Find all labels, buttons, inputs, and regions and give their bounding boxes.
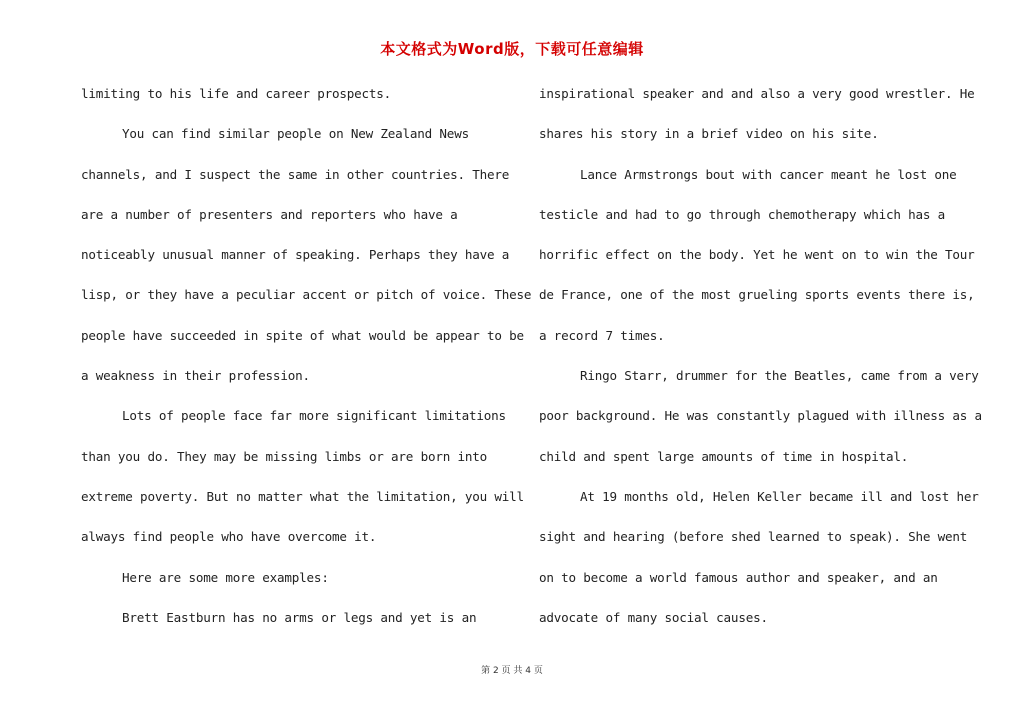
text-line: Ringo Starr, drummer for the Beatles, came from a very	[580, 368, 979, 384]
text-line: noticeably unusual manner of speaking. Perhaps they have a	[81, 247, 510, 263]
text-line: Lots of people face far more significant limitations	[122, 408, 506, 424]
text-line: than you do. They may be missing limbs or are born into	[81, 448, 488, 464]
text-line: inspirational speaker and and also a very good wrestler. He	[539, 86, 975, 101]
text-line: child and spent large amounts of time in hospital.	[539, 448, 909, 464]
text-line: de France, one of the most grueling sports events there is,	[539, 287, 975, 303]
text-line: You can find similar people on New Zealand News	[122, 126, 469, 142]
page-number-footer: 第 2 页 共 4 页	[481, 666, 543, 676]
text-line: poor background. He was constantly plagued with illness as a	[539, 408, 982, 424]
text-line: At 19 months old, Helen Keller became ill and lost her	[580, 488, 979, 504]
text-line: advocate of many social causes.	[539, 609, 768, 625]
text-line: extreme poverty. But no matter what the limitation, you will	[81, 488, 524, 504]
text-line: a record 7 times.	[539, 327, 665, 343]
left-text-column	[81, 74, 532, 638]
text-line: Here are some more examples:	[122, 569, 329, 585]
word-format-banner: 本文格式为Word版，下载可任意编辑	[380, 40, 644, 58]
text-line: Lance Armstrongs bout with cancer meant he lost one	[580, 166, 957, 182]
text-line: Brett Eastburn has no arms or legs and yet is an	[122, 609, 477, 625]
text-line: limiting to his life and career prospects.	[81, 86, 392, 101]
text-line: are a number of presenters and reporters who have a	[81, 206, 458, 222]
text-line: channels, and I suspect the same in other countries. There	[81, 166, 510, 182]
text-line: shares his story in a brief video on his site.	[539, 126, 879, 142]
text-line: a weakness in their profession.	[81, 368, 310, 384]
text-line: sight and hearing (before shed learned to speak). She went	[539, 529, 968, 545]
text-line: always find people who have overcome it.	[81, 529, 377, 545]
text-line: lisp, or they have a peculiar accent or pitch of voice. These	[81, 287, 532, 303]
text-line: horrific effect on the body. Yet he went on to win the Tour	[539, 247, 975, 263]
right-text-column	[539, 74, 982, 638]
text-line: people have succeeded in spite of what would be appear to be	[81, 327, 524, 343]
text-line: on to become a world famous author and speaker, and an	[539, 569, 938, 585]
text-line: testicle and had to go through chemotherapy which has a	[539, 206, 946, 222]
